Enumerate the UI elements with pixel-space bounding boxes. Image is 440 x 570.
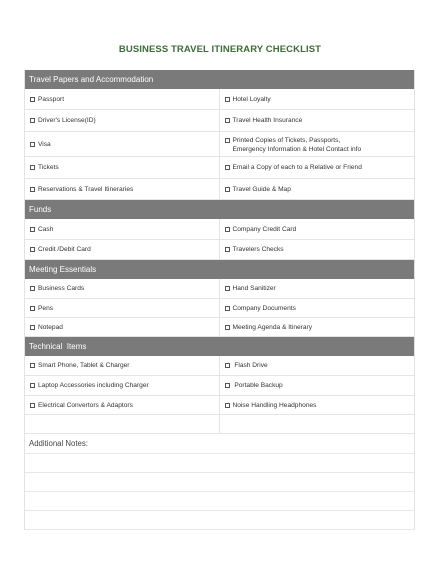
page-title: BUSINESS TRAVEL ITINERARY CHECKLIST <box>118 44 322 55</box>
checklist-item[interactable] <box>220 279 415 298</box>
checklist-row <box>25 110 414 132</box>
item-label: Company Documents <box>232 304 296 312</box>
checklist-item[interactable] <box>220 157 415 178</box>
checklist-item[interactable] <box>220 396 415 414</box>
item-label: Reservations & Travel Itineraries <box>38 185 134 193</box>
checklist-item[interactable] <box>25 110 220 131</box>
checklist-row <box>25 318 414 337</box>
checkbox[interactable] <box>225 227 230 232</box>
checkbox[interactable] <box>30 118 35 123</box>
checklist-item[interactable] <box>25 318 220 336</box>
checklist-row <box>25 240 414 260</box>
checklist-item[interactable] <box>220 89 415 109</box>
section-header-meeting-essentials: Meeting Essentials <box>25 260 414 279</box>
empty-cell <box>25 415 220 433</box>
item-label: Passport <box>38 95 65 103</box>
item-label: Visa <box>38 140 51 148</box>
checklist-row <box>25 179 414 200</box>
item-label: Email a Copy of each to a Relative or Friend <box>232 164 362 171</box>
item-label: Business Cards <box>38 285 85 292</box>
checklist-row <box>25 396 414 415</box>
checklist-row <box>25 299 414 318</box>
item-label: Printed Copies of Tickets, Passports, Emergency Information & Hotel Contact info <box>232 137 362 153</box>
item-label: Hotel Loyalty <box>232 95 271 103</box>
checkbox[interactable] <box>30 227 35 232</box>
checklist-item[interactable] <box>25 89 220 109</box>
checklist-item[interactable] <box>25 356 220 375</box>
checklist-row <box>25 279 414 299</box>
checklist-item[interactable] <box>220 299 415 317</box>
checkbox[interactable] <box>30 383 35 388</box>
section-header-funds: Funds <box>25 200 414 219</box>
item-label: Electrical Convertors & Adaptors <box>38 401 133 409</box>
checkbox[interactable] <box>30 97 35 102</box>
checkbox[interactable] <box>30 187 35 192</box>
checklist-item[interactable] <box>220 240 415 259</box>
checkbox[interactable] <box>225 118 230 123</box>
checklist-item[interactable] <box>220 219 415 239</box>
checklist-item[interactable] <box>220 110 415 131</box>
additional-notes-label: Additional Notes: <box>25 434 414 454</box>
checklist-row <box>25 132 414 157</box>
item-label: Company Credit Card <box>232 225 297 233</box>
checkbox[interactable] <box>30 286 35 291</box>
section-header-travel-papers: Travel Papers and Accommodation <box>25 70 414 89</box>
item-label: Travel Guide & Map <box>232 185 291 193</box>
checkbox[interactable] <box>30 403 35 408</box>
item-label: Noise Handling Headphones <box>232 401 317 409</box>
notes-line[interactable] <box>25 511 414 530</box>
checklist-item[interactable] <box>25 299 220 317</box>
checkbox[interactable] <box>30 142 35 147</box>
checkbox[interactable] <box>225 286 230 291</box>
item-label: Cash <box>38 225 54 233</box>
checkbox[interactable] <box>225 187 230 192</box>
checklist-item[interactable] <box>25 376 220 395</box>
checklist-item[interactable] <box>220 376 415 395</box>
checkbox[interactable] <box>30 247 35 252</box>
item-label: Laptop Accessories including Charger <box>38 382 149 389</box>
notes-line[interactable] <box>25 473 414 492</box>
checklist-item[interactable] <box>220 356 415 375</box>
item-label: Driver's License(ID) <box>38 117 96 124</box>
item-label: Hand Sanitizer <box>232 285 276 292</box>
checklist-item[interactable] <box>25 240 220 259</box>
item-label: Portable Backup <box>232 382 283 389</box>
checklist-row <box>25 157 414 179</box>
checkbox[interactable] <box>225 97 230 102</box>
item-label: Flash Drive <box>232 362 268 369</box>
checkbox[interactable] <box>30 165 35 170</box>
checklist-row <box>25 219 414 240</box>
checkbox[interactable] <box>225 247 230 252</box>
item-label: Tickets <box>38 164 59 171</box>
checklist-item[interactable] <box>220 179 415 199</box>
section-header-technical-items: Technical Items <box>25 337 414 356</box>
checklist-row <box>25 376 414 396</box>
checkbox[interactable] <box>30 363 35 368</box>
checkbox[interactable] <box>30 325 35 330</box>
checklist-row <box>25 356 414 376</box>
checklist-item[interactable] <box>220 318 415 336</box>
item-label: Smart Phone, Tablet & Charger <box>38 362 130 369</box>
checkbox[interactable] <box>225 165 230 170</box>
item-label: Credit /Debit Card <box>38 246 91 253</box>
checklist-sheet <box>24 70 415 530</box>
checklist-item[interactable] <box>25 279 220 298</box>
checklist-item[interactable] <box>25 157 220 178</box>
checklist-item[interactable] <box>220 132 415 156</box>
checkbox[interactable] <box>30 306 35 311</box>
checkbox[interactable] <box>225 383 230 388</box>
checklist-row <box>25 89 414 110</box>
notes-line[interactable] <box>25 492 414 511</box>
checkbox[interactable] <box>225 138 230 143</box>
item-label: Travelers Checks <box>232 246 284 253</box>
checkbox[interactable] <box>225 325 230 330</box>
item-label: Travel Health Insurance <box>232 117 303 124</box>
item-label: Meeting Agenda & Itinerary <box>232 323 313 331</box>
empty-cell <box>220 415 415 433</box>
checkbox[interactable] <box>225 403 230 408</box>
checkbox[interactable] <box>225 363 230 368</box>
checklist-item[interactable] <box>25 132 220 156</box>
item-label: Pens <box>38 304 54 312</box>
checkbox[interactable] <box>225 306 230 311</box>
checklist-item[interactable] <box>25 396 220 414</box>
checklist-item[interactable] <box>25 179 220 199</box>
notes-line[interactable] <box>25 454 414 473</box>
checklist-row-empty <box>25 415 414 434</box>
checklist-item[interactable] <box>25 219 220 239</box>
item-label: Notepad <box>38 323 63 331</box>
